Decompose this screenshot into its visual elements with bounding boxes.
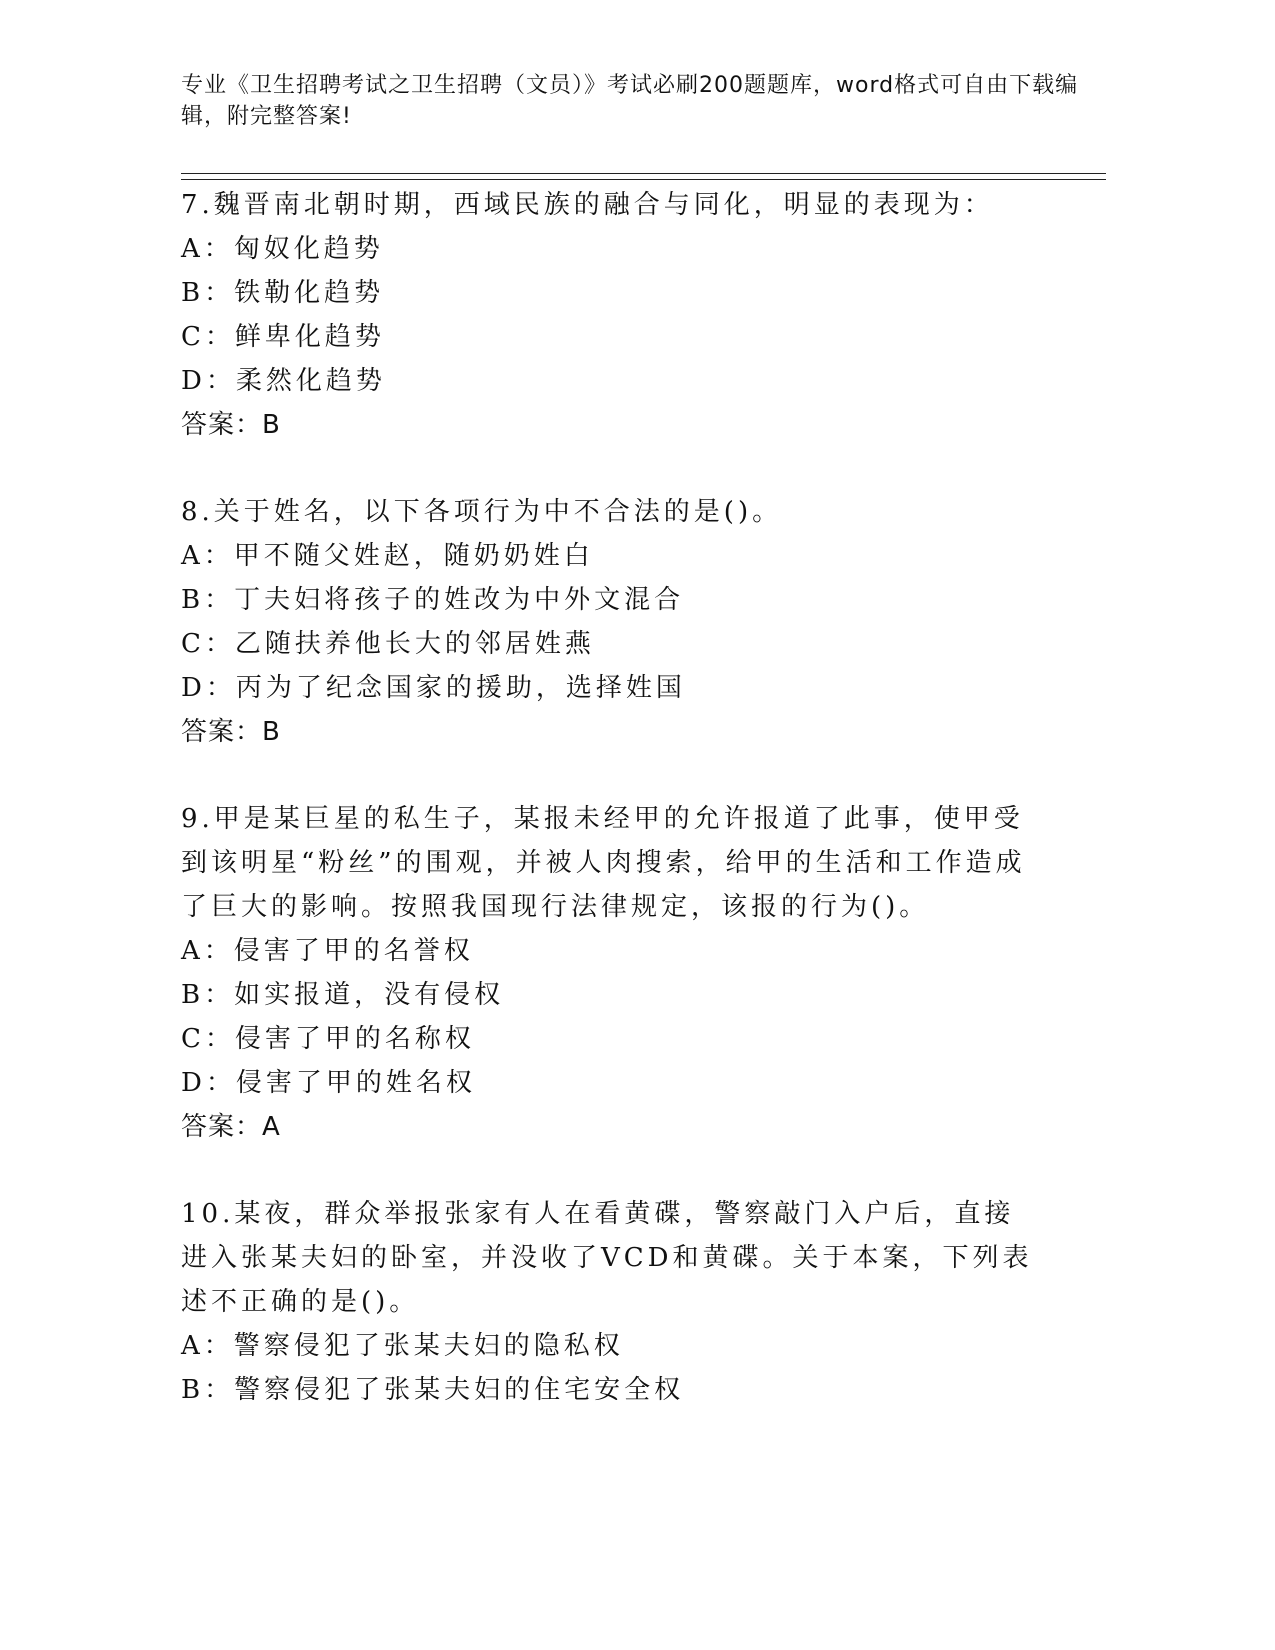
option-d: D：丙为了纪念国家的援助，选择姓国 <box>181 673 686 703</box>
option-b: B：如实报道，没有侵权 <box>181 980 505 1010</box>
option-a: A：侵害了甲的名誉权 <box>181 936 474 966</box>
question-8 <box>181 490 1041 754</box>
option-d: D：侵害了甲的姓名权 <box>181 1068 476 1098</box>
answer-line: 答案：B <box>181 717 281 747</box>
question-stem: 10.某夜，群众举报张家有人在看黄碟，警察敲门入户后，直接进入张某夫妇的卧室，并没收了VCD和黄碟。关于本案，下列表述不正确的是()。 <box>181 1199 1033 1317</box>
option-c: C：鲜卑化趋势 <box>181 322 385 352</box>
option-a: A：匈奴化趋势 <box>181 234 384 264</box>
question-stem: 8.关于姓名，以下各项行为中不合法的是()。 <box>181 497 783 527</box>
header-divider-bottom <box>181 179 1106 180</box>
option-a: A：甲不随父姓赵，随奶奶姓白 <box>181 541 594 571</box>
header-divider-top <box>181 173 1106 174</box>
answer-line: 答案：A <box>181 1112 281 1142</box>
option-b: B：警察侵犯了张某夫妇的住宅安全权 <box>181 1375 685 1405</box>
answer-line: 答案：B <box>181 410 281 440</box>
option-b: B：铁勒化趋势 <box>181 278 385 308</box>
question-9 <box>181 797 1041 1149</box>
option-b: B：丁夫妇将孩子的姓改为中外文混合 <box>181 585 685 615</box>
option-c: C：乙随扶养他长大的邻居姓燕 <box>181 629 595 659</box>
option-a: A：警察侵犯了张某夫妇的隐私权 <box>181 1331 624 1361</box>
option-c: C：侵害了甲的名称权 <box>181 1024 475 1054</box>
question-7 <box>181 183 1041 447</box>
option-d: D：柔然化趋势 <box>181 366 386 396</box>
question-10 <box>181 1192 1041 1412</box>
question-list <box>181 183 1041 1455</box>
document-header: 专业《卫生招聘考试之卫生招聘（文员）》考试必刷200题题库，word格式可自由下载编辑，附完整答案! <box>181 73 1079 129</box>
question-stem: 7.魏晋南北朝时期，西域民族的融合与同化，明显的表现为： <box>181 190 994 220</box>
question-stem: 9.甲是某巨星的私生子，某报未经甲的允许报道了此事，使甲受到该明星“粉丝”的围观，并被人肉搜索，给甲的生活和工作造成了巨大的影响。按照我国现行法律规定，该报的行为()。 <box>181 804 1026 922</box>
